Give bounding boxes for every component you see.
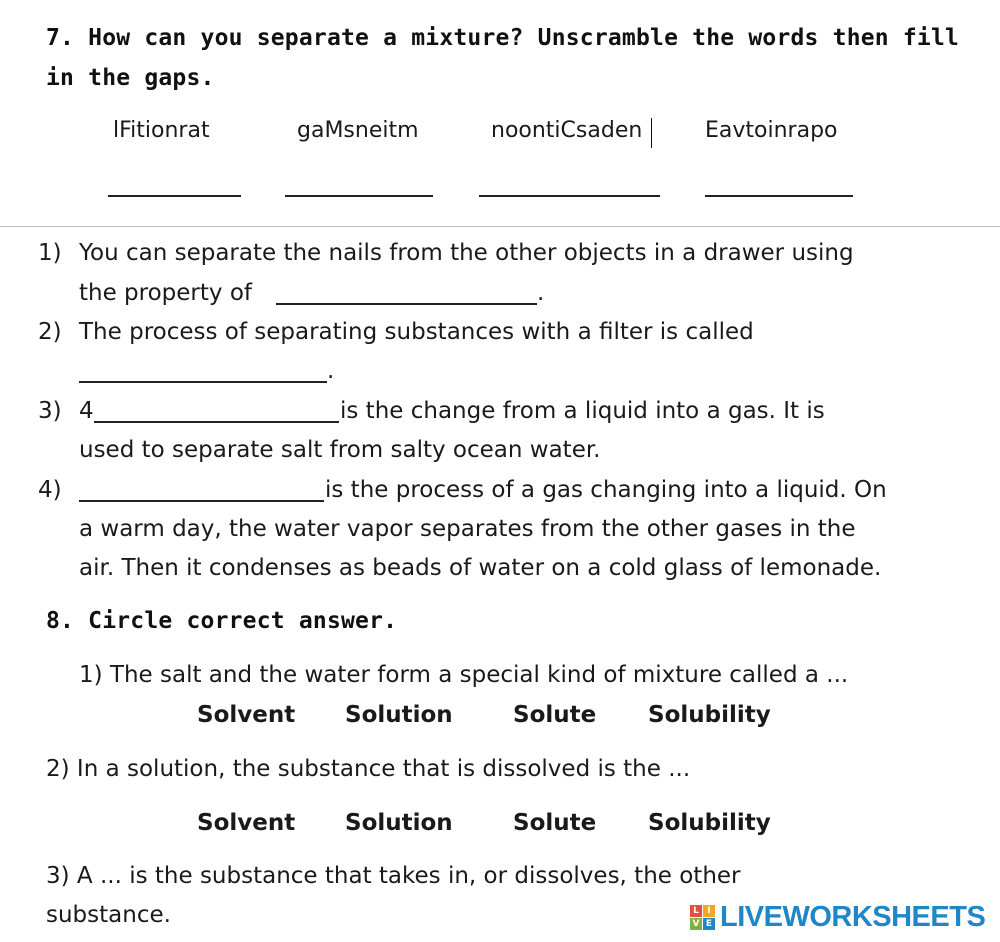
- q8-item3-line2: substance.: [46, 902, 171, 928]
- answer-blank[interactable]: [285, 195, 433, 197]
- item4-line2: a warm day, the water vapor separates from the other gases in the: [79, 516, 856, 542]
- item4-line3: air. Then it condenses as beads of water on a cold glass of lemonade.: [79, 555, 882, 581]
- period: .: [327, 358, 335, 384]
- item-number: 1): [38, 240, 62, 266]
- item4-blank[interactable]: [79, 500, 324, 502]
- item3-line1: is the change from a liquid into a gas. It is: [340, 398, 825, 424]
- liveworksheets-logo-icon: L I V E: [690, 905, 716, 931]
- choice-solvent[interactable]: Solvent: [197, 702, 296, 728]
- liveworksheets-wordmark: LIVEWORKSHEETS: [720, 901, 986, 933]
- item-number: 2): [38, 319, 62, 345]
- scrambled-word: gaMsneitm: [297, 118, 419, 143]
- item3-line2: used to separate salt from salty ocean water.: [79, 437, 601, 463]
- item2-blank[interactable]: [79, 381, 327, 383]
- item1-line2: the property of: [79, 280, 252, 306]
- answer-blank[interactable]: [705, 195, 853, 197]
- q7-title-line2: in the gaps.: [46, 65, 215, 91]
- choice-solution[interactable]: Solution: [345, 810, 453, 836]
- q8-item1: 1) The salt and the water form a special kind of mixture called a ...: [79, 662, 849, 688]
- item1-blank[interactable]: [276, 303, 537, 305]
- q8-title: 8. Circle correct answer.: [46, 608, 398, 634]
- item1-line1: You can separate the nails from the other objects in a drawer using: [79, 240, 854, 266]
- choice-solubility[interactable]: Solubility: [648, 702, 771, 728]
- answer-blank[interactable]: [108, 195, 241, 197]
- scrambled-word: lFitionrat: [113, 118, 210, 143]
- choice-solvent[interactable]: Solvent: [197, 810, 296, 836]
- q8-item2: 2) In a solution, the substance that is dissolved is the ...: [46, 756, 691, 782]
- item2-line1: The process of separating substances with a filter is called: [79, 319, 754, 345]
- text-cursor: [651, 118, 652, 148]
- answer-blank[interactable]: [479, 195, 660, 197]
- choice-solution[interactable]: Solution: [345, 702, 453, 728]
- section-divider: [0, 226, 1000, 227]
- item3-answer[interactable]: 4: [79, 398, 94, 424]
- q8-item3-line1: 3) A ... is the substance that takes in, or dissolves, the other: [46, 863, 741, 889]
- item-number: 3): [38, 398, 62, 424]
- choice-solute[interactable]: Solute: [513, 810, 597, 836]
- item-number: 4): [38, 477, 62, 503]
- period: .: [537, 280, 545, 306]
- choice-solubility[interactable]: Solubility: [648, 810, 771, 836]
- scrambled-word: Eavtoinrapo: [705, 118, 838, 143]
- scrambled-word: noontiCsaden: [491, 118, 643, 143]
- item3-blank[interactable]: [94, 421, 339, 423]
- choice-solute[interactable]: Solute: [513, 702, 597, 728]
- q7-title-line1: 7. How can you separate a mixture? Unscramble the words then fill: [46, 25, 960, 51]
- item4-line1: is the process of a gas changing into a liquid. On: [325, 477, 887, 503]
